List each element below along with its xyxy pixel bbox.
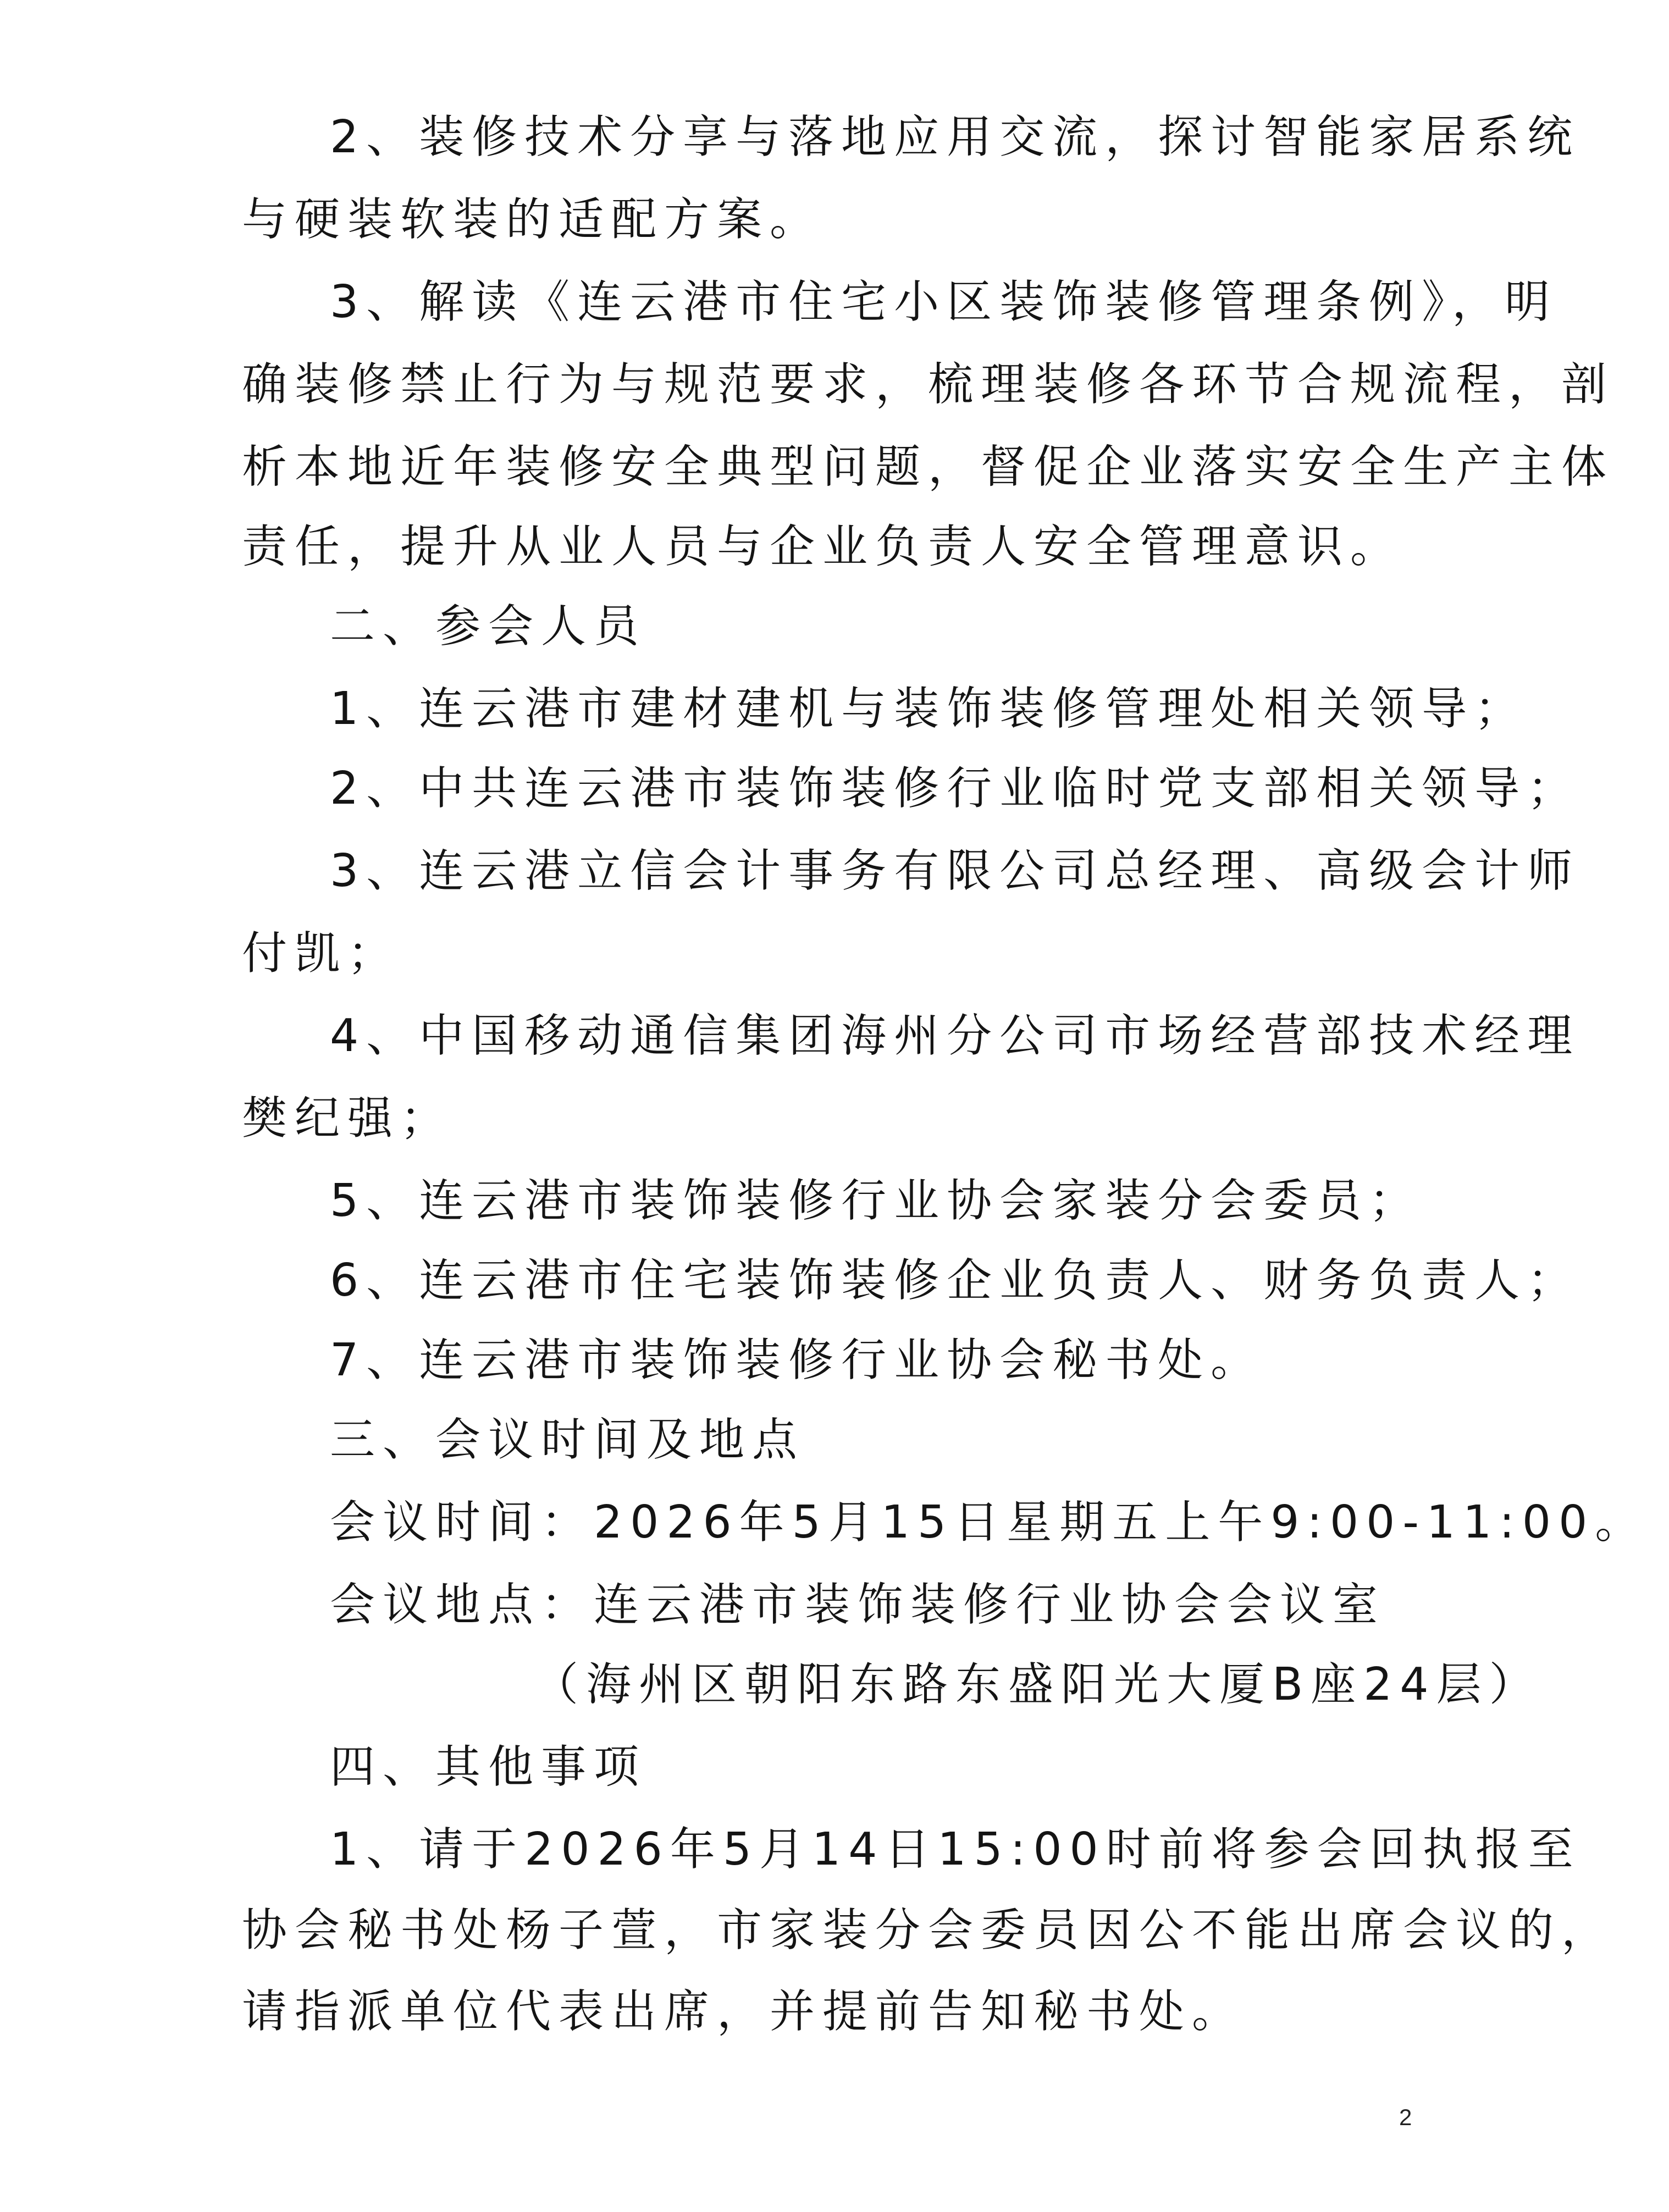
paragraph-line: 责任，提升从业人员与企业负责人安全管理意识。 — [242, 521, 1403, 573]
list-item-continuation: 付凯； — [242, 927, 401, 980]
meeting-time: 会议时间：2026年5月15日星期五上午9:00-11:00。 — [330, 1496, 1648, 1549]
paragraph-line: 确装修禁止行为与规范要求，梳理装修各环节合规流程，剖 — [242, 358, 1615, 411]
list-item-continuation: 协会秘书处杨子萱，市家装分会委员因公不能出席会议的， — [242, 1904, 1615, 1956]
list-item: 6、连云港市住宅装饰装修企业负责人、财务负责人； — [330, 1254, 1580, 1307]
meeting-location: 会议地点：连云港市装饰装修行业协会会议室 — [330, 1579, 1386, 1631]
paragraph-line: 2、装修技术分享与落地应用交流，探讨智能家居系统 — [330, 111, 1580, 163]
paragraph-line: 析本地近年装修安全典型问题，督促企业落实安全生产主体 — [242, 441, 1615, 493]
list-item-continuation: 樊纪强； — [242, 1092, 454, 1144]
paragraph-line: 3、解读《连云港市住宅小区装饰装修管理条例》，明 — [330, 276, 1558, 328]
list-item: 1、连云港市建材建机与装饰装修管理处相关领导； — [330, 683, 1528, 735]
list-item: 4、中国移动通信集团海州分公司市场经营部技术经理 — [330, 1010, 1580, 1062]
list-item: 3、连云港立信会计事务有限公司总经理、高级会计师 — [330, 845, 1580, 897]
list-item: 1、请于2026年5月14日15:00时前将参会回执报至 — [330, 1823, 1581, 1876]
section-heading: 二、参会人员 — [330, 600, 647, 652]
list-item-continuation: 请指派单位代表出席，并提前告知秘书处。 — [242, 1986, 1245, 2038]
list-item: 2、中共连云港市装饰装修行业临时党支部相关领导； — [330, 762, 1580, 815]
section-heading: 三、会议时间及地点 — [330, 1414, 805, 1466]
list-item: 7、连云港市装饰装修行业协会秘书处。 — [330, 1334, 1264, 1386]
list-item: 5、连云港市装饰装修行业协会家装分会委员； — [330, 1175, 1422, 1227]
page-number: 2 — [1399, 2104, 1412, 2130]
paragraph-line: 与硬装软装的适配方案。 — [242, 193, 823, 246]
section-heading: 四、其他事项 — [330, 1741, 647, 1793]
meeting-address: （海州区朝阳东路东盛阳光大厦B座24层） — [533, 1658, 1542, 1711]
